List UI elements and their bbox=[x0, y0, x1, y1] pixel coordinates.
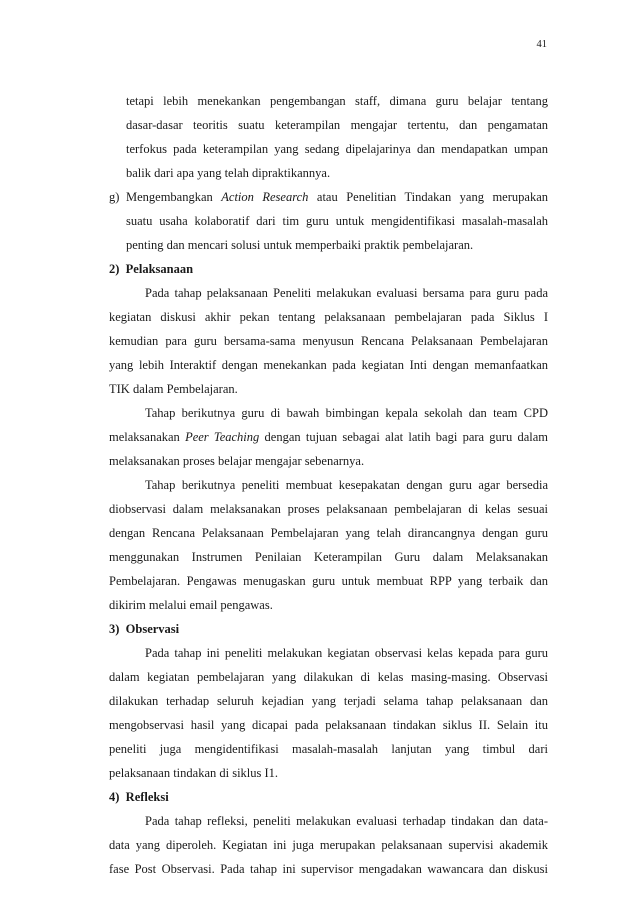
paragraph-line: mengobservasi hasil yang dicapai pada pelaksanaan tindakan siklus II. Selain itu bbox=[109, 718, 548, 732]
paragraph-line: TIK dalam Pembelajaran. bbox=[109, 382, 238, 396]
paragraph-line: kemudian para guru bersama-sama menyusun Rencana Pelaksanaan Pembelajaran bbox=[109, 334, 548, 348]
paragraph-line: diobservasi dalam melaksanakan proses pelaksanaan pembelajaran di kelas sesuai bbox=[109, 502, 548, 516]
paragraph-line: data yang diperoleh. Kegiatan ini juga merupakan pelaksanaan supervisi akademik bbox=[109, 838, 548, 852]
paragraph-line: menggunakan Instrumen Penilaian Keterampilan Guru dalam Melaksanakan bbox=[109, 550, 548, 564]
section-heading-pelaksanaan: 2) Pelaksanaan bbox=[109, 262, 194, 276]
item-g-text: Mengembangkan bbox=[126, 190, 213, 204]
paragraph-text: melaksanakan bbox=[109, 430, 180, 444]
paragraph-line bbox=[109, 430, 548, 445]
paragraph-line: dilakukan terhadap seluruh kejadian yang terjadi selama tahap pelaksanaan dan bbox=[109, 694, 548, 708]
paragraph-line: Tahap berikutnya peneliti membuat kesepakatan dengan guru agar bersedia bbox=[145, 478, 548, 492]
list-continuation-line: balik dari apa yang telah dipraktikannya. bbox=[126, 166, 331, 180]
item-g-line: penting dan mencari solusi untuk memperbaiki praktik pembelajaran. bbox=[126, 238, 474, 252]
item-g-line bbox=[126, 190, 548, 205]
paragraph-line: dikirim melalui email pengawas. bbox=[109, 598, 273, 612]
paragraph-line: fase Post Observasi. Pada tahap ini supervisor mengadakan wawancara dan diskusi bbox=[109, 862, 548, 876]
paragraph-line: yang lebih Interaktif dengan menekankan pada kegiatan Inti dengan memanfaatkan bbox=[109, 358, 548, 372]
section-heading-observasi: 3) Observasi bbox=[109, 622, 180, 636]
list-marker-g: g) bbox=[109, 190, 120, 204]
paragraph-line: kegiatan diskusi akhir pekan tentang pelaksanaan pembelajaran pada Siklus I bbox=[109, 310, 548, 324]
list-continuation-line: terfokus pada keterampilan yang sedang dipelajarinya dan mendapatkan umpan bbox=[126, 142, 548, 156]
paragraph-line: dalam kegiatan pembelajaran yang dilakukan di kelas masing-masing. Observasi bbox=[109, 670, 548, 684]
paragraph-line: melaksanakan proses belajar mengajar sebenarnya. bbox=[109, 454, 365, 468]
list-continuation-line: dasar-dasar teoritis suatu keterampilan mengajar tertentu, dan pengamatan bbox=[126, 118, 548, 132]
paragraph-line: dengan Rencana Pelaksanaan Pembelajaran yang telah dirancangnya dengan guru bbox=[109, 526, 548, 540]
section-heading-refleksi: 4) Refleksi bbox=[109, 790, 169, 804]
paragraph-line: peneliti juga mengidentifikasi masalah-masalah lanjutan yang timbul dari bbox=[109, 742, 548, 756]
list-continuation-line: tetapi lebih menekankan pengembangan staff, dimana guru belajar tentang bbox=[126, 94, 548, 108]
item-g-line: suatu usaha kolaboratif dari tim guru untuk mengidentifikasi masalah-masalah bbox=[126, 214, 548, 228]
paragraph-line: Tahap berikutnya guru di bawah bimbingan kepala sekolah dan team CPD bbox=[145, 406, 548, 420]
paragraph-line: Pada tahap pelaksanaan Peneliti melakukan evaluasi bersama para guru pada bbox=[145, 286, 548, 300]
paragraph-line: Pada tahap ini peneliti melakukan kegiatan observasi kelas kepada para guru bbox=[145, 646, 548, 660]
item-g-text: atau Penelitian Tindakan yang merupakan bbox=[316, 190, 548, 204]
page-number: 41 bbox=[536, 39, 547, 50]
paragraph-emphasis: Peer Teaching bbox=[185, 430, 260, 444]
paragraph-line: pelaksanaan tindakan di siklus I1. bbox=[109, 766, 279, 780]
paragraph-line: Pada tahap refleksi, peneliti melakukan evaluasi terhadap tindakan dan data- bbox=[145, 814, 548, 828]
item-g-emphasis: Action Research bbox=[221, 190, 309, 204]
paragraph-line: Pembelajaran. Pengawas menugaskan guru untuk membuat RPP yang terbaik dan bbox=[109, 574, 548, 588]
paragraph-text: dengan tujuan sebagai alat latih bagi para guru dalam bbox=[264, 430, 549, 444]
